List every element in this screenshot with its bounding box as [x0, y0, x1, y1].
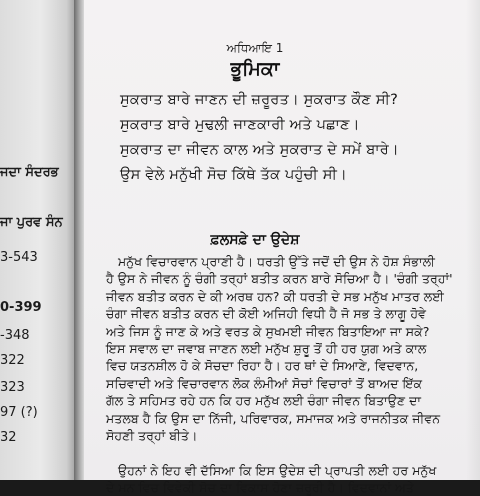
- right-page: [84, 0, 480, 496]
- body-line: ਸੋਹਣੀ ਤਰ੍ਹਾਂ ਬੀਤੇ।: [106, 428, 198, 443]
- intro-line: ਉਸ ਵੇਲੇ ਮਨੁੱਖੀ ਸੋਚ ਕਿੱਥੇ ਤੱਕ ਪਹੁੰਚੀ ਸੀ।: [120, 167, 347, 183]
- left-page-fragment: 3-543: [0, 250, 38, 265]
- body-line: ਵਿਚ ਯਤਨਸ਼ੀਲ ਹੋ ਕੇ ਸੋਚਦਾ ਰਿਹਾ ਹੈ। ਹਰ ਥਾਂ ਦੇ ਸਿਆਣੇ, ਵਿਦਵਾਨ,: [106, 358, 419, 374]
- intro-line: ਸੁਕਰਾਤ ਬਾਰੇ ਜਾਣਨ ਦੀ ਜ਼ਰੂਰਤ। ਸੁਕਰਾਤ ਕੌਣ ਸੀ?: [120, 92, 398, 108]
- body-line: ਗੱਲ ਤੇ ਸਹਿਮਤ ਰਹੇ ਹਨ ਕਿ ਹਰ ਮਨੁੱਖ ਲਈ ਚੰਗਾ ਜੀਵਨ ਬਿਤਾਉਣ ਦਾ: [106, 393, 422, 409]
- left-page-fragment: 97 (?): [0, 405, 38, 420]
- left-page-fragment: ਜਦਾ ਸੰਦਰਭ: [0, 165, 59, 180]
- left-page-fragment: 322: [0, 353, 25, 368]
- body-line: ਉਹਨਾਂ ਨੇ ਇਹ ਵੀ ਦੱਸਿਆ ਕਿ ਇਸ ਉਦੇਸ਼ ਦੀ ਪ੍ਰਾਪਤੀ ਲਈ ਹਰ ਮਨੁੱਖ: [118, 462, 437, 478]
- body-line: ਹੈ ਉਸ ਨੇ ਜੀਵਨ ਨੂੰ ਚੰਗੀ ਤਰ੍ਹਾਂ ਬਤੀਤ ਕਰਨ ਬਾਰੇ ਸੋਚਿਆ ਹੈ। 'ਚੰਗੀ ਤਰ੍ਹਾਂ': [106, 271, 453, 287]
- body-line: ਅਤੇ ਜਿਸ ਨੂੰ ਜਾਣ ਕੇ ਅਤੇ ਵਰਤ ਕੇ ਸੁਖਮਈ ਜੀਵਨ ਬਿਤਾਇਆ ਜਾ ਸਕੇ?: [106, 323, 430, 339]
- body-line: ਜੀਵਨ ਬਤੀਤ ਕਰਨ ਦੇ ਕੀ ਅਰਥ ਹਨ? ਕੀ ਧਰਤੀ ਦੇ ਸਭ ਮਨੁੱਖ ਮਾਤਰ ਲਈ: [106, 288, 444, 304]
- body-line: ਮਤਲਬ ਹੈ ਕਿ ਉਸ ਦਾ ਨਿੱਜੀ, ਪਰਿਵਾਰਕ, ਸਮਾਜਕ ਅਤੇ ਰਾਜਨੀਤਕ ਜੀਵਨ: [106, 410, 441, 426]
- left-page-fragment: 323: [0, 380, 25, 395]
- left-page-fragment: 32: [0, 430, 17, 445]
- body-line: ਸਚਿਵਾਦੀ ਅਤੇ ਵਿਚਾਰਵਾਨ ਲੋਕ ਲੰਮੀਆਂ ਸੋਚਾਂ ਵਿਚਾਰਾਂ ਤੋਂ ਬਾਅਦ ਇੱਕ: [106, 375, 423, 391]
- section-heading: ਫ਼ਲਸਫ਼ੇ ਦਾ ਉਦੇਸ਼: [210, 232, 300, 248]
- left-page-fragment: ਜਾ ਪੁਰਵ ਸੰਨ: [0, 215, 63, 230]
- body-line: ਮਨੁੱਖ ਵਿਚਾਰਵਾਨ ਪ੍ਰਾਣੀ ਹੈ। ਧਰਤੀ ਉੱਤੇ ਜਦੋਂ ਦੀ ਉਸ ਨੇ ਹੋਸ਼ ਸੰਭਾਲੀ: [118, 254, 435, 269]
- page-curve: [466, 0, 480, 480]
- left-page-fragment: 0-399: [0, 300, 42, 315]
- body-line: ਦੇ ਮਨ ਵਿਚ ਵਿਵੇਕੀ ਸੋਚ ਦਾ ਵਿਕਾਸ ਹੋਣਾ ਜ਼ਰੂਰੀ ਹੈ। ਵਿਦਵਾਨਾਂ ਅਤੇ: [106, 480, 414, 496]
- left-page: [0, 0, 74, 480]
- intro-line: ਸੁਕਰਾਤ ਬਾਰੇ ਮੁਢਲੀ ਜਾਣਕਾਰੀ ਅਤੇ ਪਛਾਣ।: [120, 117, 360, 133]
- body-line: ਚੰਗਾ ਜੀਵਨ ਬਤੀਤ ਕਰਨ ਦੀ ਕੋਈ ਅਜਿਹੀ ਵਿਧੀ ਹੈ ਜੋ ਸਭ ਤੇ ਲਾਗੂ ਹੋਵੇ: [106, 306, 427, 322]
- intro-line: ਸੁਕਰਾਤ ਦਾ ਜੀਵਨ ਕਾਲ ਅਤੇ ਸੁਕਰਾਤ ਦੇ ਸਮੇਂ ਬਾਰੇ।: [120, 142, 399, 158]
- chapter-title: ਭੂਮਿਕਾ: [230, 58, 280, 80]
- book-gutter: [74, 0, 84, 480]
- left-page-fragment: -348: [0, 328, 30, 343]
- body-line: ਇਸ ਸਵਾਲ ਦਾ ਜਵਾਬ ਜਾਣਨ ਲਈ ਮਨੁੱਖ ਸ਼ੁਰੂ ਤੋਂ ਹੀ ਹਰ ਯੁਗ ਅਤੇ ਕਾਲ: [106, 341, 427, 356]
- chapter-label: ਅਧਿਆਇ 1: [226, 41, 284, 55]
